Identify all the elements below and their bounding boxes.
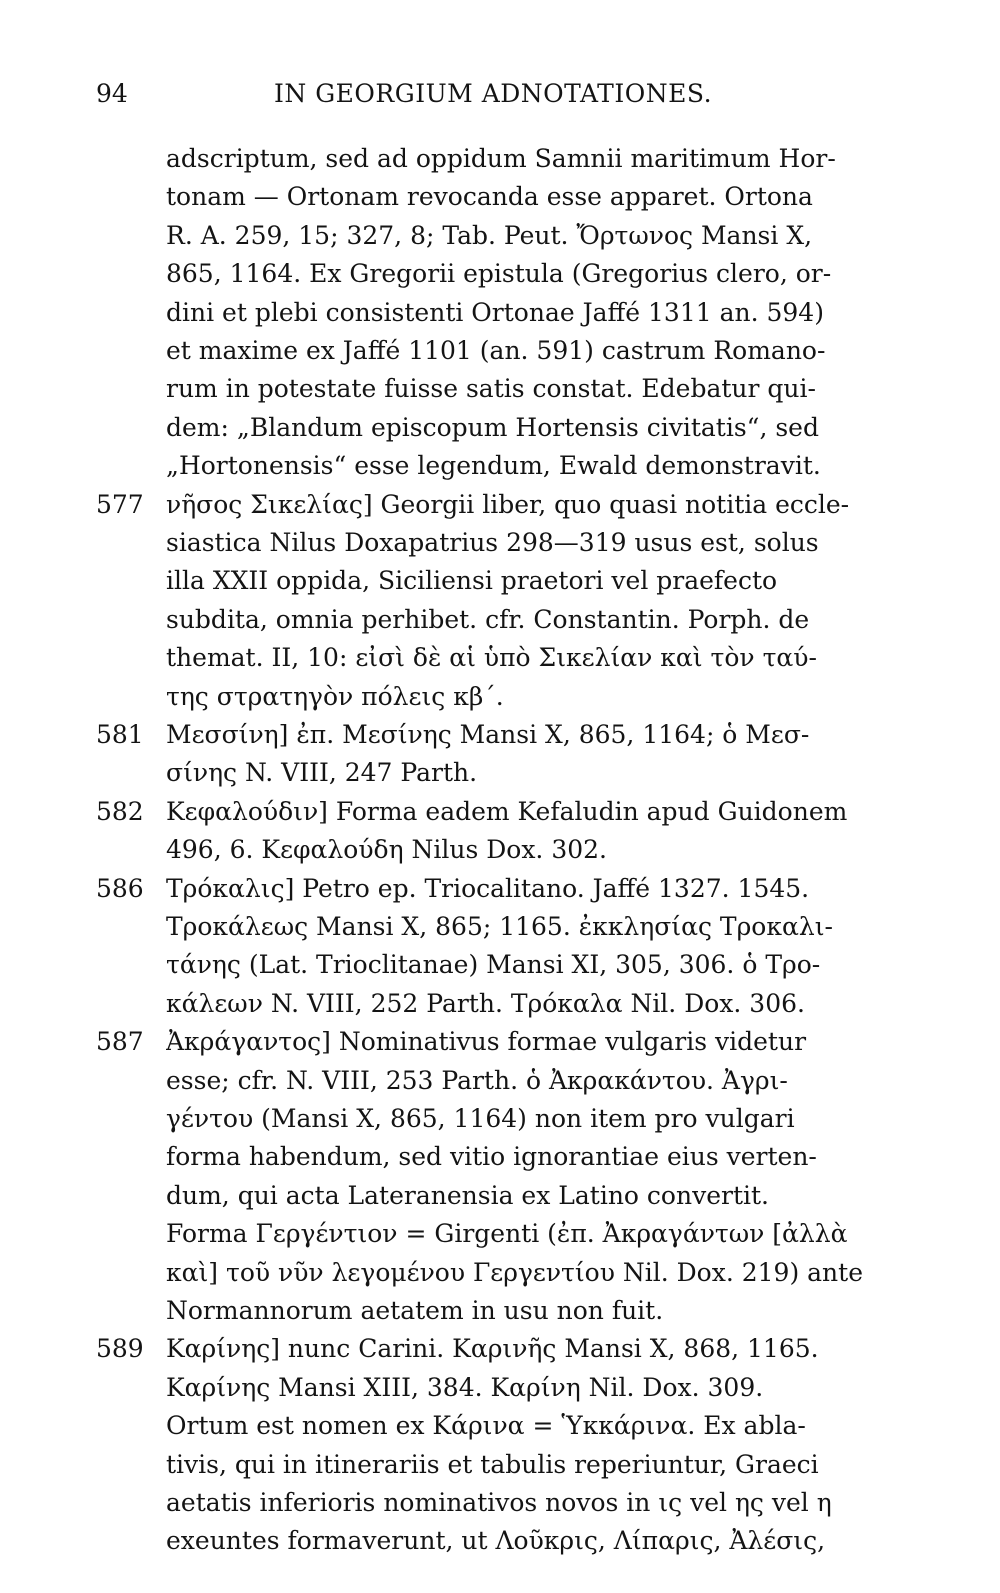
text-line: νῆσος Σικελίας] Georgii liber, quo quasi notitia eccle- [166, 490, 850, 519]
text-line: rum in potestate fuisse satis constat. Edebatur qui- [166, 374, 816, 403]
text-line: Τρόκαλις] Petro ep. Triocalitano. Jaffé 1327. 1545. [166, 874, 810, 903]
text-line: καὶ] τοῦ νῦν λεγομένου Γεργεντίου Nil. Dox. 219) ante [166, 1258, 863, 1287]
line-number: 581 [96, 720, 144, 749]
text-line: Καρίνης] nunc Carini. Καρινῆς Mansi X, 868, 1165. [166, 1334, 819, 1363]
text-line: subdita, omnia perhibet. cfr. Constantin. Porph. de [166, 605, 810, 634]
text-line: σίνης N. VIII, 247 Parth. [166, 758, 478, 787]
line-number: 586 [96, 874, 144, 903]
line-number: 577 [96, 490, 144, 519]
text-line: tivis, qui in itinerariis et tabulis reperiuntur, Graeci [166, 1450, 819, 1479]
page-header [96, 74, 936, 114]
text-line: Καρίνης Mansi XIII, 384. Καρίνη Nil. Dox. 309. [166, 1373, 764, 1402]
text-line: dem: „Blandum episcopum Hortensis civitatis“, sed [166, 413, 819, 442]
text-line: adscriptum, sed ad oppidum Samnii maritimum Hor- [166, 144, 836, 173]
running-title: IN GEORGIUM ADNOTATIONES. [274, 79, 713, 108]
text-line: κάλεων N. VIII, 252 Parth. Τρόκαλα Nil. Dox. 306. [166, 989, 805, 1018]
text-line: „Hortonensis“ esse legendum, Ewald demonstravit. [166, 451, 821, 480]
text-line: Μεσσίνη] ἐπ. Μεσίνης Mansi X, 865, 1164; ὁ Μεσ- [166, 720, 810, 749]
page-number: 94 [96, 79, 128, 108]
text-line: τάνης (Lat. Trioclitanae) Mansi XI, 305, 306. ὁ Τρο- [166, 950, 821, 979]
text-line: forma habendum, sed vitio ignorantiae eius verten- [166, 1142, 817, 1171]
text-line: esse; cfr. N. VIII, 253 Parth. ὁ Ἀκρακάντου. Ἀγρι- [166, 1066, 788, 1095]
text-line: siastica Nilus Doxapatrius 298—319 usus est, solus [166, 528, 819, 557]
text-line: et maxime ex Jaffé 1101 (an. 591) castrum Romano- [166, 336, 826, 365]
text-line: Ἀκράγαντος] Nominativus formae vulgaris videtur [166, 1027, 807, 1056]
text-line: Τροκάλεως Mansi X, 865; 1165. ἐκκλησίας Τροκαλι- [166, 912, 833, 941]
line-number: 589 [96, 1334, 144, 1363]
text-line: 496, 6. Κεφαλούδη Nilus Dox. 302. [166, 835, 607, 864]
text-line: γέντου (Mansi X, 865, 1164) non item pro vulgari [166, 1104, 795, 1133]
line-number: 582 [96, 797, 144, 826]
text-line: illa XXII oppida, Siciliensi praetori vel praefecto [166, 566, 778, 595]
text-line: Ortum est nomen ex Κάρινα = Ὑκκάρινα. Ex abla- [166, 1411, 806, 1440]
text-line: themat. II, 10: εἰσὶ δὲ αἱ ὑπὸ Σικελίαν καὶ τὸν ταύ- [166, 643, 817, 672]
text-line: της στρατηγὸν πόλεις κβ΄. [166, 682, 504, 711]
text-line: dini et plebi consistenti Ortonae Jaffé 1311 an. 594) [166, 298, 824, 327]
text-line: 865, 1164. Ex Gregorii epistula (Gregorius clero, or- [166, 259, 832, 288]
text-line: aetatis inferioris nominativos novos in ις vel ης vel η [166, 1488, 832, 1517]
text-line: dum, qui acta Lateranensia ex Latino convertit. [166, 1181, 769, 1210]
text-line: Κεφαλούδιν] Forma eadem Kefaludin apud Guidonem [166, 797, 848, 826]
text-line: R. A. 259, 15; 327, 8; Tab. Peut. Ὄρτωνος Mansi X, [166, 221, 813, 250]
line-number: 587 [96, 1027, 144, 1056]
text-line: exeuntes formaverunt, ut Λοῦκρις, Λίπαρις, Ἀλέσις, [166, 1526, 826, 1555]
text-line: tonam — Ortonam revocanda esse apparet. Ortona [166, 182, 813, 211]
text-line: Forma Γεργέντιον = Girgenti (ἐπ. Ἀκραγάντων [ἀλλὰ [166, 1219, 848, 1248]
text-line: Normannorum aetatem in usu non fuit. [166, 1296, 664, 1325]
